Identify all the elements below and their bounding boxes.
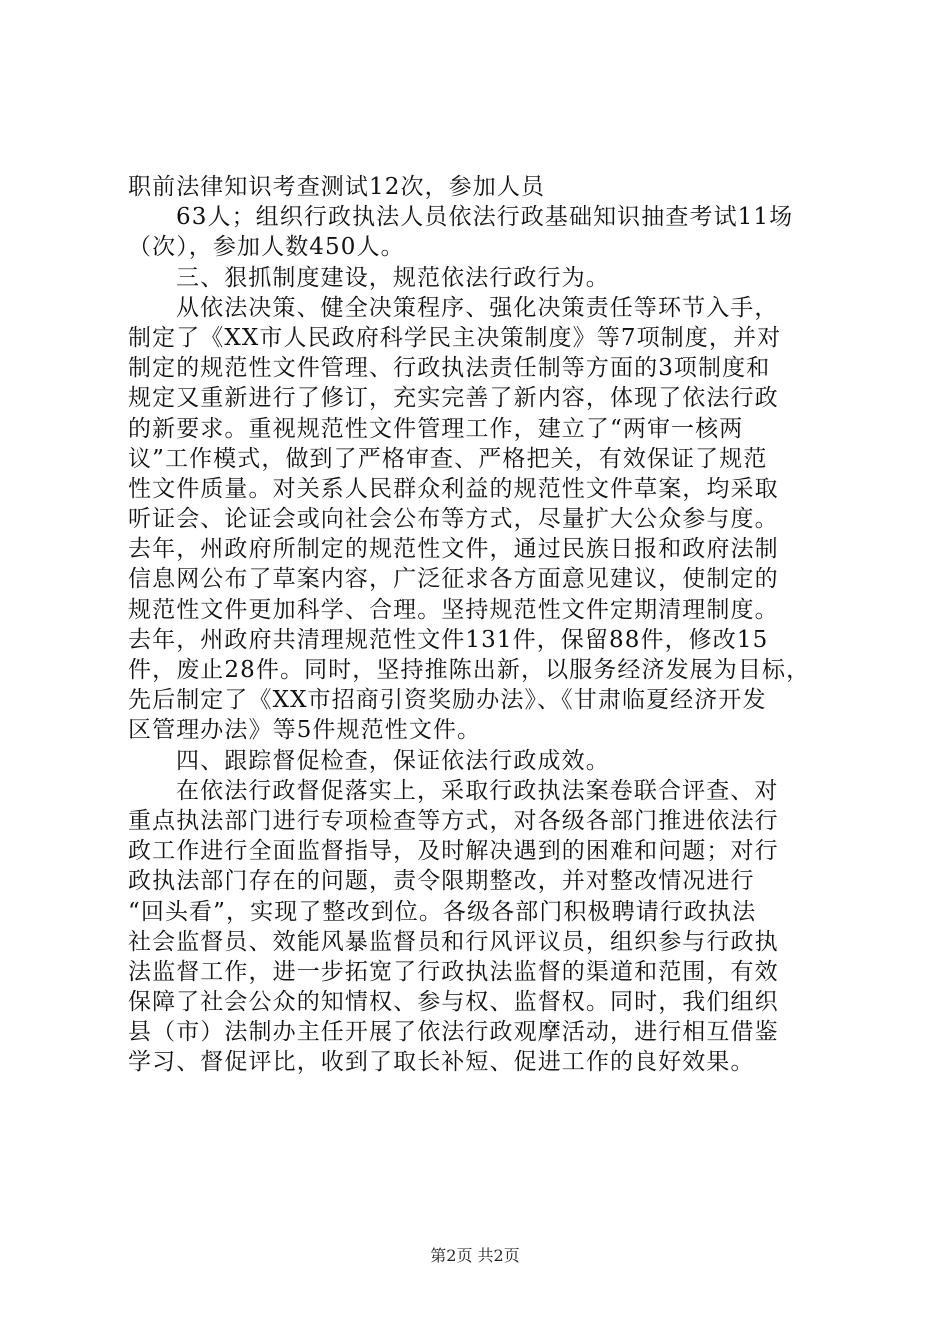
text-line: 规定又重新进行了修订，充实完善了新内容，体现了依法行政 (128, 385, 779, 412)
text-line: 规范性文件更加科学、合理。坚持规范性文件定期清理制度。 (128, 596, 779, 623)
text-line: 制定的规范性文件管理、行政执法责任制等方面的3项制度和 (128, 355, 771, 382)
text-line: 件，废止28件。同时，坚持推陈出新，以服务经济发展为目标， (128, 657, 811, 683)
text-line: 63人；组织行政执法人员依法行政基础知识抽查考试11场 (176, 204, 794, 231)
text-line: 区管理办法》等5件规范性文件。 (128, 717, 482, 744)
text-line: 职前法律知识考查测试12次，参加人员 (128, 174, 546, 200)
text-line: 从依法决策、健全决策程序、强化决策责任等环节入手， (176, 294, 779, 321)
text-line: 听证会、论证会或向社会公布等方式，尽量扩大公众参与度。 (128, 506, 779, 533)
text-line: 在依法行政督促落实上，采取行政执法案卷联合评查、对 (176, 777, 779, 804)
text-line: 四、跟踪督促检查，保证依法行政成效。 (176, 747, 610, 774)
text-line: 去年，州政府所制定的规范性文件，通过民族日报和政府法制 (128, 536, 779, 563)
text-line: 政执法部门存在的问题，责令限期整改，并对整改情况进行 (128, 868, 755, 895)
text-line: 保障了社会公众的知情权、参与权、监督权。同时，我们组织 (128, 989, 779, 1016)
text-line: 信息网公布了草案内容，广泛征求各方面意见建议，使制定的 (128, 566, 779, 593)
text-line: 去年，州政府共清理规范性文件131件，保留88件，修改15 (128, 626, 769, 653)
text-line: （次），参加人数450人。 (128, 234, 405, 261)
text-line: 学习、督促评比，收到了取长补短、促进工作的良好效果。 (128, 1049, 755, 1076)
text-line: 制定了《XX市人民政府科学民主决策制度》等7项制度，并对 (128, 324, 782, 351)
text-line: 议”工作模式，做到了严格审查、严格把关，有效保证了规范 (128, 445, 768, 472)
text-line: 先后制定了《XX市招商引资奖励办法》、《甘肃临夏经济开发 (128, 687, 767, 714)
text-line: “回头看”，实现了整改到位。各级各部门积极聘请行政执法 (128, 898, 757, 925)
text-line: 政工作进行全面监督指导，及时解决遇到的困难和问题；对行 (128, 838, 779, 865)
page-footer (0, 1243, 950, 1266)
text-line: 的新要求。重视规范性文件管理工作，建立了“两审一核两 (128, 415, 744, 442)
text-line: 重点执法部门进行专项检查等方式，对各级各部门推进依法行 (128, 807, 779, 834)
text-line: 社会监督员、效能风暴监督员和行风评议员，组织参与行政执 (128, 928, 779, 955)
document-body (128, 172, 828, 1078)
text-line: 法监督工作，进一步拓宽了行政执法监督的渠道和范围，有效 (128, 958, 779, 985)
text-line: 县（市）法制办主任开展了依法行政观摩活动，进行相互借鉴 (128, 1019, 779, 1046)
text-line: 三、狠抓制度建设，规范依法行政行为。 (176, 264, 610, 291)
page-number-label: 第2页 共2页 (430, 1246, 520, 1265)
text-line: 性文件质量。对关系人民群众利益的规范性文件草案，均采取 (128, 475, 779, 502)
